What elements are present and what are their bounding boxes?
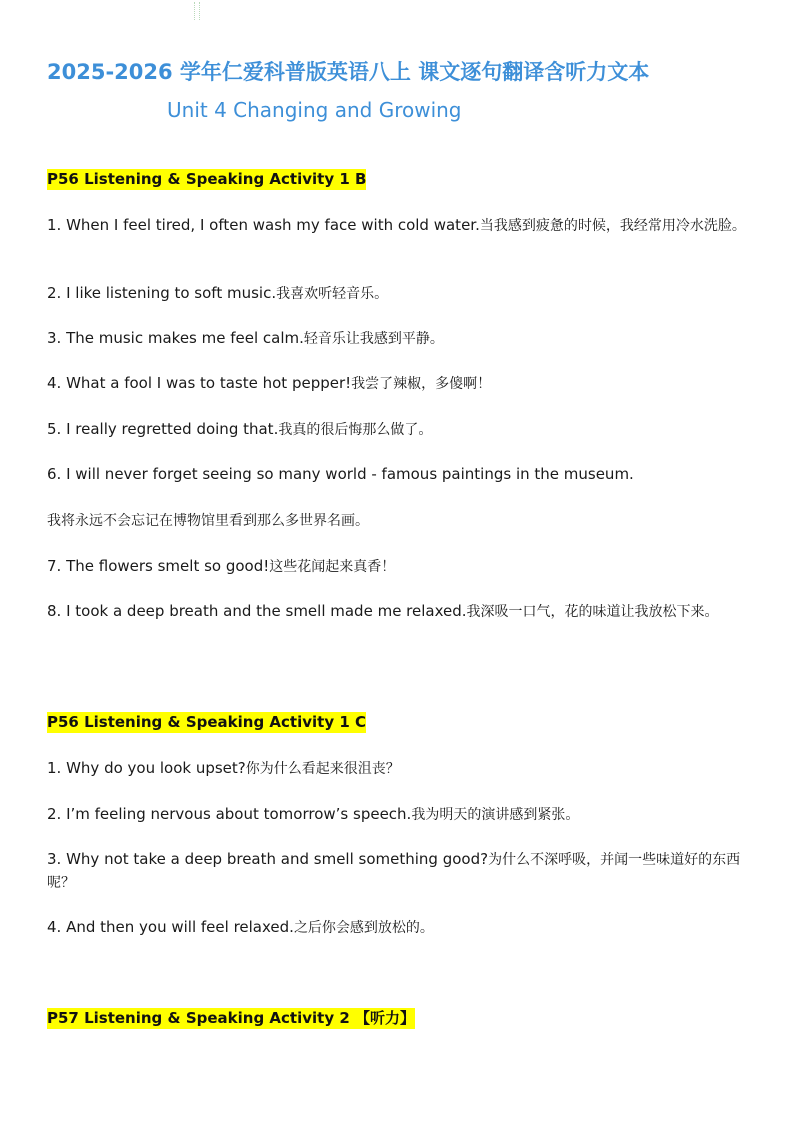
sentence-1b-8: 8. I took a deep breath and the smell made me relaxed.我深吸一口气，花的味道让我放松下来。 xyxy=(47,602,719,620)
sentence-1b-1: 1. When I feel tired, I often wash my face with cold water.当我感到疲惫的时候，我经常用冷水洗脸。 xyxy=(47,216,746,234)
sentence-1b-6-translation: 我将永远不会忘记在博物馆里看到那么多世界名画。 xyxy=(47,513,369,529)
sentence-1b-2: 2. I like listening to soft music.我喜欢听轻音乐。 xyxy=(47,284,389,302)
sentence-1c-2: 2. I’m feeling nervous about tomorrow’s speech.我为明天的演讲感到紧张。 xyxy=(47,805,580,823)
section-heading-1c: P56 Listening & Speaking Activity 1 C xyxy=(47,713,366,731)
page-subtitle: Unit 4 Changing and Growing xyxy=(167,98,462,122)
sentence-1c-4: 4. And then you will feel relaxed.之后你会感到放松的。 xyxy=(47,918,434,936)
sentence-1b-7: 7. The flowers smelt so good!这些花闻起来真香！ xyxy=(47,557,396,575)
sentence-1c-3: 3. Why not take a deep breath and smell something good?为什么不深呼吸，并闻一些味道好的东西呢？ xyxy=(47,850,741,891)
sentence-1c-1: 1. Why do you look upset?你为什么看起来很沮丧？ xyxy=(47,759,400,777)
sentence-1b-4: 4. What a fool I was to taste hot pepper!我尝了辣椒，多傻啊！ xyxy=(47,374,492,392)
page-title: 2025-2026 学年仁爱科普版英语八上 课文逐句翻译含听力文本 xyxy=(47,60,650,84)
scan-mark xyxy=(194,2,200,20)
sentence-1b-5: 5. I really regretted doing that.我真的很后悔那么做了。 xyxy=(47,420,433,438)
sentence-1b-6: 6. I will never forget seeing so many world - famous paintings in the museum. xyxy=(47,465,634,483)
section-heading-2: P57 Listening & Speaking Activity 2 【听力】 xyxy=(47,1009,415,1027)
sentence-1b-3: 3. The music makes me feel calm.轻音乐让我感到平静。 xyxy=(47,329,444,347)
section-heading-1b: P56 Listening & Speaking Activity 1 B xyxy=(47,170,367,188)
